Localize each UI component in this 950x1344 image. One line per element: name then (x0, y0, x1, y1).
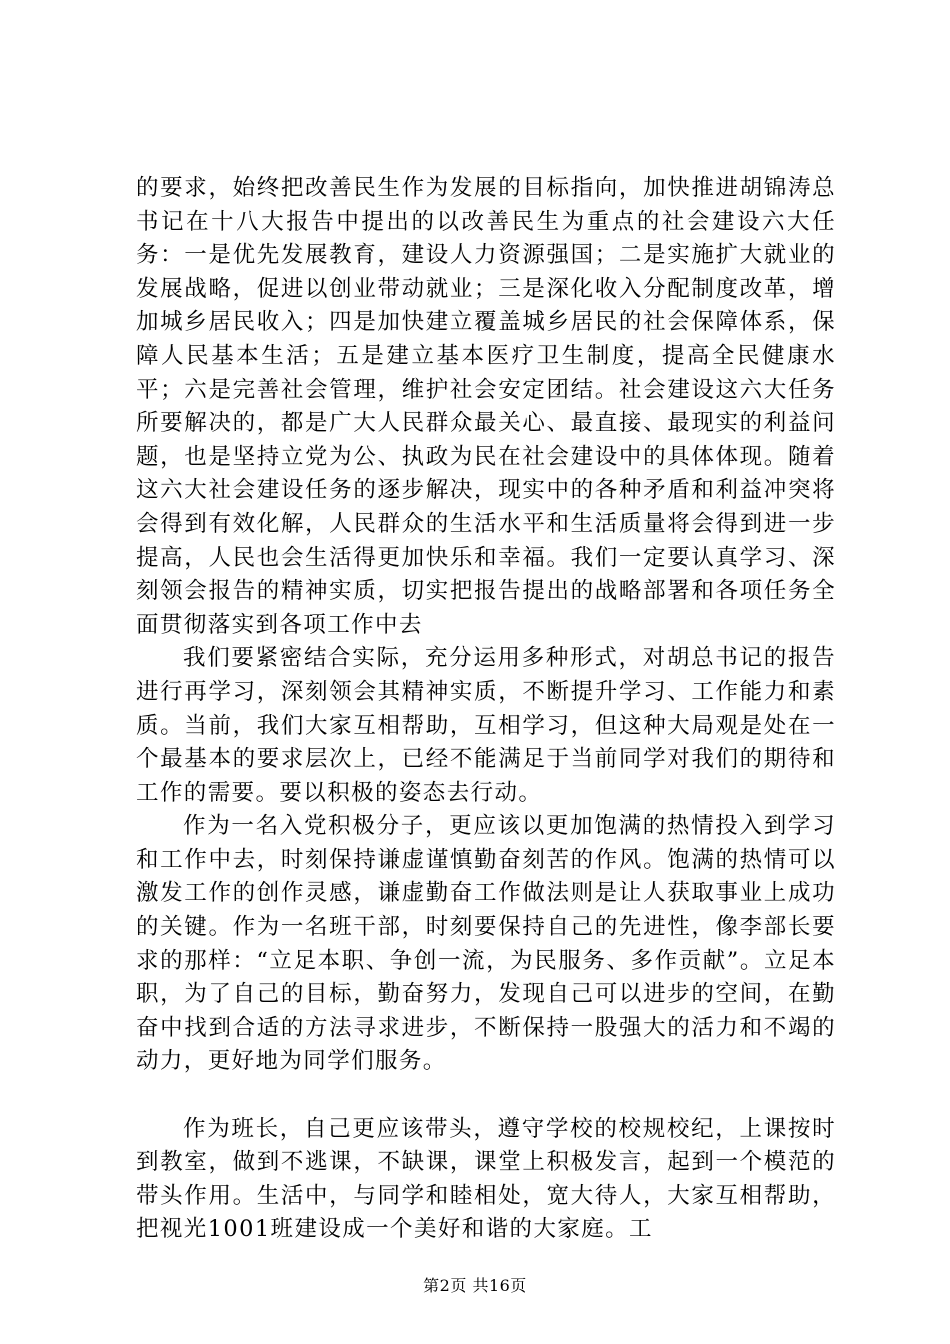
paragraph-spacer (136, 1079, 836, 1113)
document-body (136, 172, 836, 1247)
page-number-footer: 第2页 共16页 (423, 1276, 527, 1295)
paragraph-4: 作为班长，自己更应该带头，遵守学校的校规校纪，上课按时到教室，做到不逃课，不缺课，课堂上积极发言，起到一个模范的带头作用。生活中，与同学和睦相处，宽大待人，大家互相帮助，把视光1001班建设成一个美好和谐的大家庭。工 (136, 1115, 836, 1243)
paragraph-1: 的要求，始终把改善民生作为发展的目标指向，加快推进胡锦涛总书记在十八大报告中提出的以改善民生为重点的社会建设六大任务：一是优先发展教育，建设人力资源强国；二是实施扩大就业的发展战略，促进以创业带动就业；三是深化收入分配制度改革，增加城乡居民收入；四是加快建立覆盖城乡居民的社会保障体系，保障人民基本生活；五是建立基本医疗卫生制度，提高全民健康水平；六是完善社会管理，维护社会安定团结。社会建设这六大任务所要解决的，都是广大人民群众最关心、最直接、最现实的利益问题，也是坚持立党为公、执政为民在社会建设中的具体体现。随着这六大社会建设任务的逐步解决，现实中的各种矛盾和利益冲突将会得到有效化解，人民群众的生活水平和生活质量将会得到进一步提高，人民也会生活得更加快乐和幸福。我们一定要认真学习、深刻领会报告的精神实质，切实把报告提出的战略部署和各项任务全面贯彻落实到各项工作中去 (136, 175, 836, 638)
paragraph-3: 作为一名入党积极分子，更应该以更加饱满的热情投入到学习和工作中去，时刻保持谦虚谨慎勤奋刻苦的作风。饱满的热情可以激发工作的创作灵感，谦虚勤奋工作做法则是让人获取事业上成功的关键。作为一名班干部，时刻要保持自己的先进性，像李部长要求的那样：“立足本职、争创一流，为民服务、多作贡献”。立足本职，为了自己的目标，勤奋努力，发现自己可以进步的空间，在勤奋中找到合适的方法寻求进步，不断保持一股强大的活力和不竭的动力，更好地为同学们服务。 (136, 813, 836, 1075)
paragraph-2: 我们要紧密结合实际，充分运用多种形式，对胡总书记的报告进行再学习，深刻领会其精神实质，不断提升学习、工作能力和素质。当前，我们大家互相帮助，互相学习，但这种大局观是处在一个最基本的要求层次上，已经不能满足于当前同学对我们的期待和工作的需要。要以积极的姿态去行动。 (136, 645, 836, 806)
